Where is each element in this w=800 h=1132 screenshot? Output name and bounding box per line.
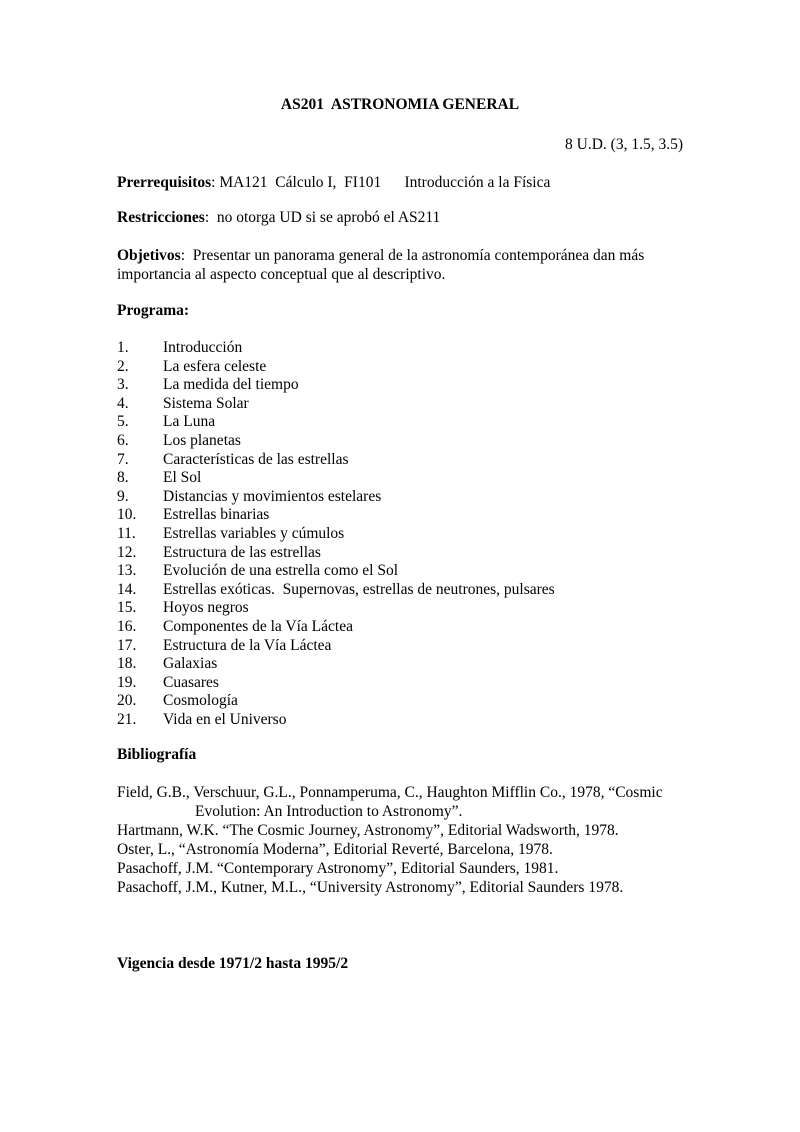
program-item: [117, 581, 683, 600]
program-item: [117, 395, 683, 414]
program-item-number: 18.: [117, 655, 137, 673]
program-item: [117, 451, 683, 470]
program-item-number: 21.: [117, 710, 137, 728]
program-item-text: Los planetas: [163, 431, 241, 449]
program-item-number: 2.: [117, 357, 129, 375]
bibliography-entry-line: Hartmann, W.K. “The Cosmic Journey, Astronomy”, Editorial Wadsworth, 1978.: [117, 822, 619, 840]
program-item: [117, 432, 683, 451]
program-item-number: 6.: [117, 431, 129, 449]
program-item: [117, 692, 683, 711]
program-item-number: 7.: [117, 450, 129, 468]
program-item-text: Características de las estrellas: [163, 450, 349, 468]
program-item-text: La Luna: [163, 413, 216, 431]
program-item-number: 17.: [117, 636, 137, 654]
program-item-text: La medida del tiempo: [163, 376, 299, 394]
program-item: [117, 376, 683, 395]
program-item-number: 14.: [117, 580, 137, 598]
restrictions-line: [117, 208, 683, 227]
program-item-number: 4.: [117, 394, 129, 412]
program-item-text: La esfera celeste: [163, 357, 267, 375]
program-list: [117, 339, 683, 729]
program-item-text: Sistema Solar: [163, 394, 249, 412]
program-item-number: 11.: [117, 524, 136, 542]
program-item-number: 15.: [117, 599, 137, 617]
program-heading: Programa:: [117, 302, 190, 319]
restrictions-value: : no otorga UD si se aprobó el AS211: [204, 209, 441, 226]
program-item: [117, 618, 683, 637]
objectives-label: Objetivos: [117, 247, 181, 264]
bibliography-entry-line: Pasachoff, J.M. “Contemporary Astronomy”, Editorial Saunders, 1981.: [117, 860, 559, 878]
program-item-number: 13.: [117, 562, 137, 580]
restrictions-label: Restricciones: [117, 209, 205, 226]
bibliography-entry-line: Evolution: An Introduction to Astronomy”.: [195, 803, 463, 821]
program-item-text: Galaxias: [163, 655, 218, 673]
objectives-line-1: [117, 246, 683, 265]
program-item: [117, 488, 683, 507]
program-item: [117, 674, 683, 693]
objectives-paragraph: [117, 246, 683, 284]
program-item-number: 5.: [117, 413, 129, 431]
program-item-number: 16.: [117, 617, 137, 635]
program-item: [117, 637, 683, 656]
program-item-text: Estructura de las estrellas: [163, 543, 321, 561]
program-item: [117, 711, 683, 730]
program-item: [117, 544, 683, 563]
program-item: [117, 506, 683, 525]
program-item: [117, 655, 683, 674]
credits-line: 8 U.D. (3, 1.5, 3.5): [565, 136, 683, 153]
program-item-text: Vida en el Universo: [163, 710, 287, 728]
program-item-number: 1.: [117, 339, 129, 356]
prerequisites-line: [117, 173, 683, 192]
program-item-text: Distancias y movimientos estelares: [163, 487, 382, 505]
program-item-text: Cuasares: [163, 673, 219, 691]
program-item-text: Estrellas binarias: [163, 506, 270, 524]
prerequisites-value: : MA121 Cálculo I, FI101 Introducción a la Física: [211, 174, 551, 191]
program-item: [117, 339, 683, 358]
program-item: [117, 562, 683, 581]
program-item-text: Componentes de la Vía Láctea: [163, 617, 353, 635]
program-item-text: Introducción: [163, 339, 243, 356]
prerequisites-label: Prerrequisitos: [117, 174, 212, 191]
bibliography-entry-line: Pasachoff, J.M., Kutner, M.L., “University Astronomy”, Editorial Saunders 1978.: [117, 879, 624, 897]
program-item-number: 20.: [117, 692, 137, 710]
objectives-text-1: : Presentar un panorama general de la astronomía contemporánea dan más: [180, 247, 645, 264]
program-item-number: 3.: [117, 376, 129, 394]
program-item: [117, 525, 683, 544]
page-title: AS201 ASTRONOMIA GENERAL: [280, 96, 520, 113]
bibliography-entry-line: Oster, L., “Astronomía Moderna”, Editorial Reverté, Barcelona, 1978.: [117, 841, 553, 859]
validity-statement: Vigencia desde 1971/2 hasta 1995/2: [117, 955, 349, 973]
program-item: [117, 358, 683, 377]
bibliography-heading: Bibliografía: [117, 746, 197, 764]
objectives-line-2: importancia al aspecto conceptual que al descriptivo.: [117, 266, 446, 283]
bibliography-list: [117, 783, 683, 897]
program-item-text: Evolución de una estrella como el Sol: [163, 562, 399, 580]
program-item-text: Estructura de la Vía Láctea: [163, 636, 332, 654]
program-item-number: 9.: [117, 487, 129, 505]
program-item-number: 12.: [117, 543, 137, 561]
program-item-text: Cosmología: [163, 692, 238, 710]
program-item-number: 19.: [117, 673, 137, 691]
program-item: [117, 413, 683, 432]
program-item-text: Estrellas variables y cúmulos: [163, 524, 345, 542]
program-item-text: Hoyos negros: [163, 599, 249, 617]
bibliography-entry-line: Field, G.B., Verschuur, G.L., Ponnamperuma, C., Haughton Mifflin Co., 1978, “Cosmic: [117, 784, 663, 802]
program-item-text: Estrellas exóticas. Supernovas, estrellas de neutrones, pulsares: [163, 580, 555, 598]
program-item-number: 10.: [117, 506, 137, 524]
program-item-number: 8.: [117, 469, 129, 487]
program-item: [117, 599, 683, 618]
program-item: [117, 469, 683, 488]
program-item-text: El Sol: [163, 469, 202, 487]
